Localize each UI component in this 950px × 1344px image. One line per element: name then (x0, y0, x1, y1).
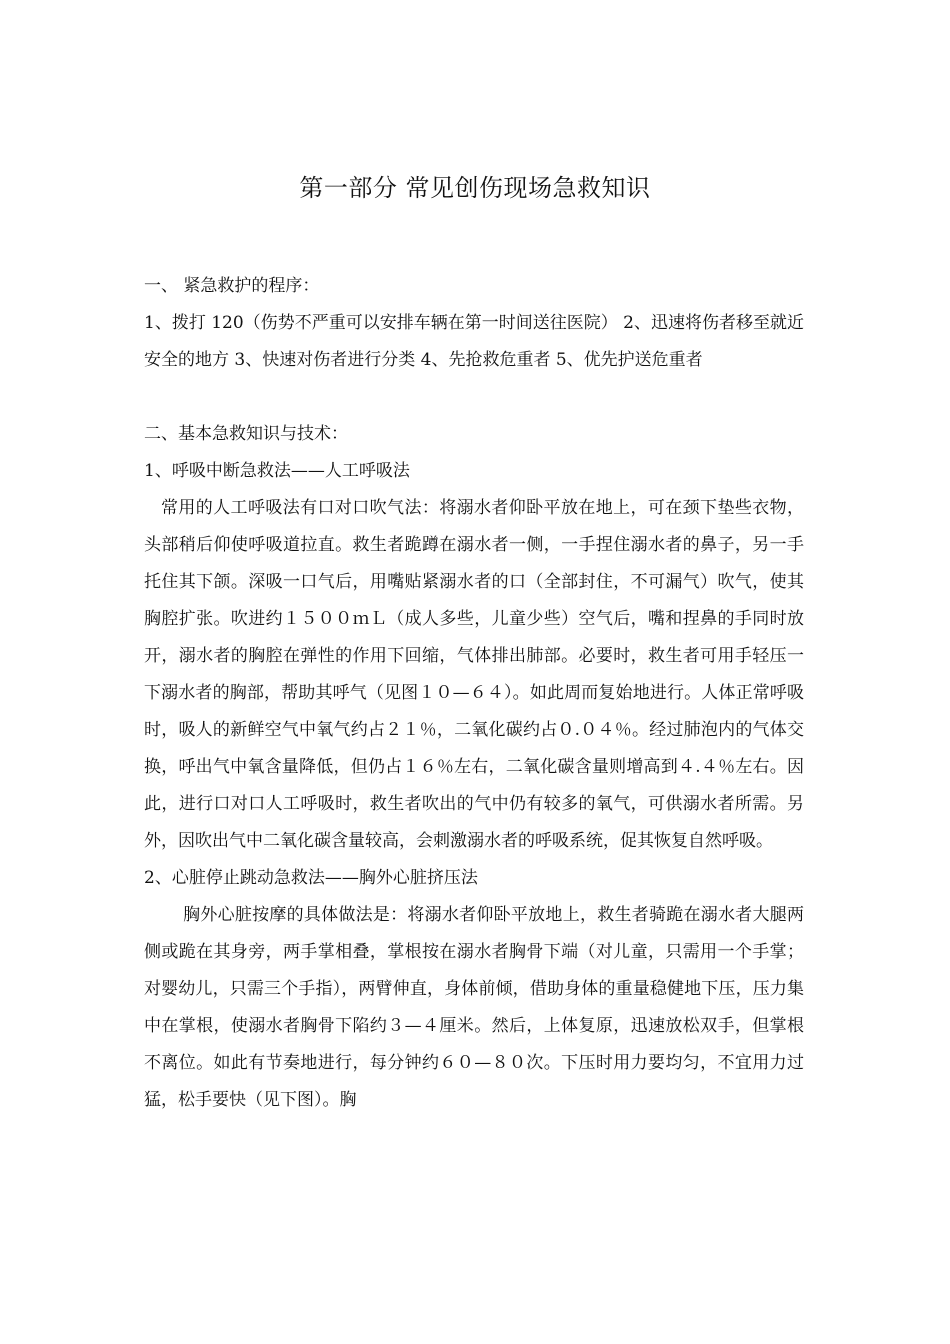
section2-heading: 二、基本急救知识与技术： (144, 424, 348, 444)
section1-body: 1、拨打 120（伤势不严重可以安排车辆在第一时间送往医院） 2、迅速将伤者移至就近安全的地方 3、快速对伤者进行分类 4、先抢救危重者 5、优先护送危重者 (144, 313, 804, 370)
subsection1-heading: 1、呼吸中断急救法——人工呼吸法 (144, 461, 410, 481)
subsection2-heading: 2、心脏停止跳动急救法——胸外心脏挤压法 (144, 868, 478, 888)
document-body (144, 268, 804, 1119)
subsection2-body: 胸外心脏按摩的具体做法是：将溺水者仰卧平放地上，救生者骑跪在溺水者大腿两侧或跪在其身旁，两手掌相叠，掌根按在溺水者胸骨下端（对儿童，只需用一个手掌；对婴幼儿，只需三个手指），两臂伸直，身体前倾，借助身体的重量稳健地下压，压力集中在掌根，使溺水者胸骨下陷约３—４厘米。然后，上体复原，迅速放松双手，但掌根不离位。如此有节奏地进行，每分钟约６０—８０次。下压时用力要均匀，不宜用力过猛，松手要快（见下图）。胸 (144, 905, 804, 1110)
subsection1-body: 常用的人工呼吸法有口对口吹气法：将溺水者仰卧平放在地上，可在颈下垫些衣物，头部稍后仰使呼吸道拉直。救生者跪蹲在溺水者一侧，一手捏住溺水者的鼻子，另一手托住其下颌。深吸一口气后，用嘴贴紧溺水者的口（全部封住，不可漏气）吹气，使其胸腔扩张。吹进约１５００ｍＬ（成人多些，儿童少些）空气后，嘴和捏鼻的手同时放开，溺水者的胸腔在弹性的作用下回缩，气体排出肺部。必要时，救生者可用手轻压一下溺水者的胸部，帮助其呼气（见图１０—６４）。如此周而复始地进行。人体正常呼吸时，吸人的新鲜空气中氧气约占２１％，二氧化碳约占０.０４％。经过肺泡内的气体交换，呼出气中氧含量降低，但仍占１６％左右，二氧化碳含量则增高到４.４％左右。因此，进行口对口人工呼吸时，救生者吹出的气中仍有较多的氧气，可供溺水者所需。另外，因吹出气中二氧化碳含量较高，会刺激溺水者的呼吸系统，促其恢复自然呼吸。 (144, 498, 804, 851)
page-title: 第一部分 常见创伤现场急救知识 (299, 174, 651, 202)
section1-heading: 一、 紧急救护的程序： (144, 276, 320, 296)
